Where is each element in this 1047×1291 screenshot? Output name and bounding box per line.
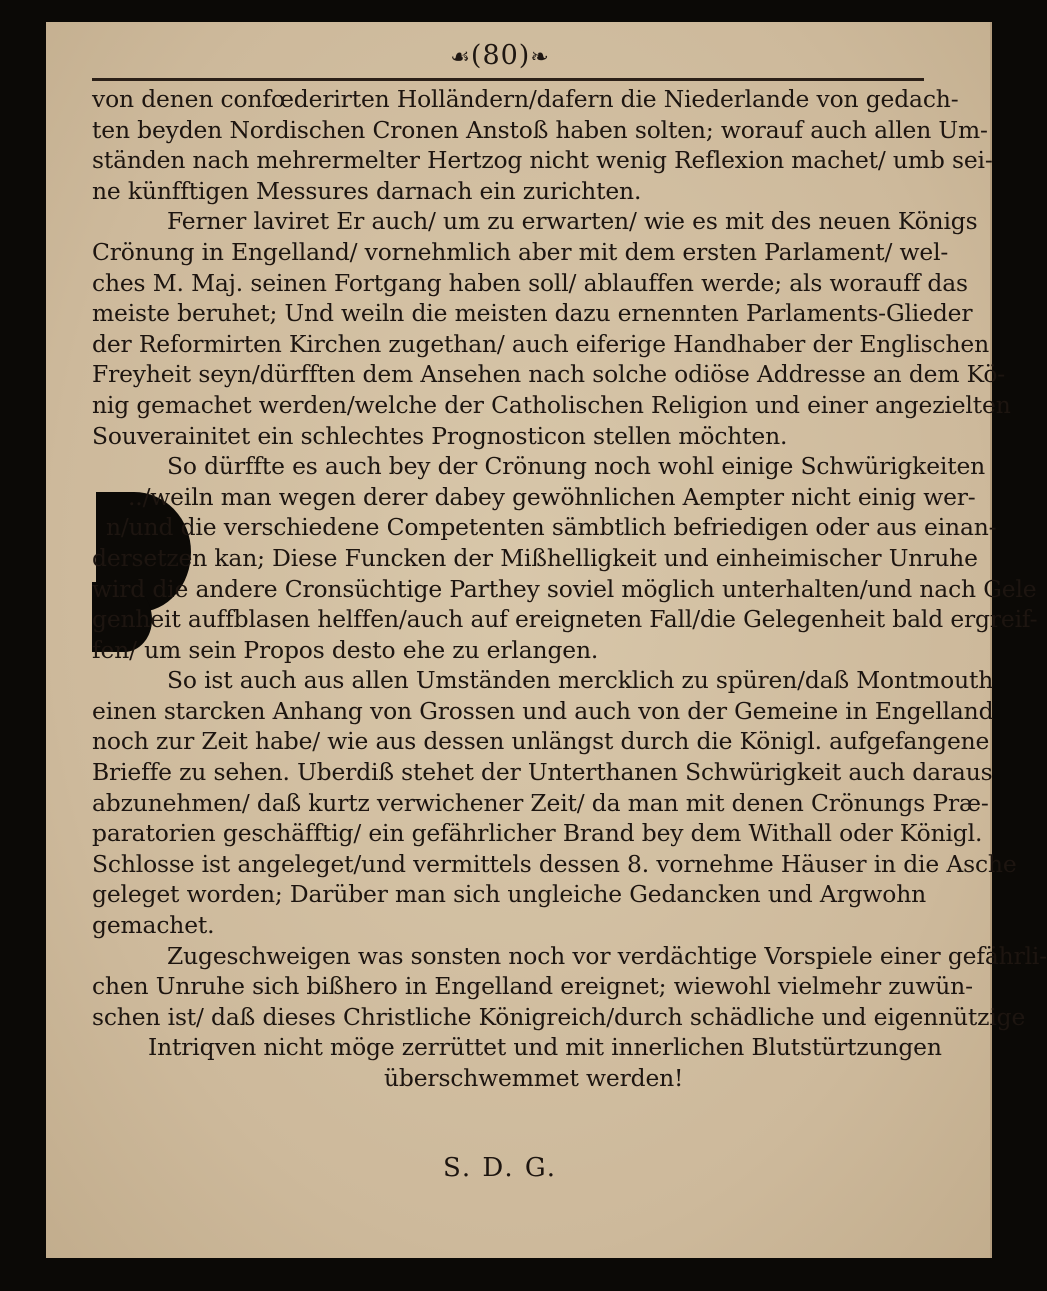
text-line: Brieffe zu sehen. Uberdiß stehet der Unterthanen Schwürigkeit auch daraus (92, 758, 993, 787)
text-line: Zugeschweigen was sonsten noch vor verdächtige Vorspiele einer gefährli- (167, 941, 1047, 970)
text-line: Freyheit seyn/dürfften dem Ansehen nach solche odiöse Addresse an dem Kö- (92, 360, 1006, 389)
text-line: Souverainitet ein schlechtes Prognosticon stellen möchten. (92, 421, 788, 450)
text-line: schen ist/ daß dieses Christliche Königreich/durch schädliche und eigennützige (92, 1002, 1026, 1031)
text-line: ../weiln man wegen derer dabey gewöhnlichen Aempter nicht einig wer- (128, 482, 976, 511)
text-line: nig gemachet werden/welche der Catholischen Religion und einer angezielten (92, 390, 1011, 419)
text-line: einen starcken Anhang von Grossen und auch von der Gemeine in Engelland (92, 696, 994, 725)
text-line: Ferner laviret Er auch/ um zu erwarten/ wie es mit des neuen Königs (167, 207, 978, 236)
text-line: chen Unruhe sich bißhero in Engelland ereignet; wiewohl vielmehr zuwün- (92, 972, 973, 1001)
text-line: wird die andere Cronsüchtige Parthey soviel möglich unterhalten/und nach Gele (92, 574, 1037, 603)
text-line: Crönung in Engelland/ vornehmlich aber mit dem ersten Parlament/ wel- (92, 237, 949, 266)
text-line: ne künfftigen Messures darnach ein zurichten. (92, 176, 642, 205)
text-line: genheit auffblasen helffen/auch auf ereigneten Fall/die Gelegenheit bald ergreif- (92, 605, 1038, 634)
text-line: n/und die verschiedene Competenten sämbtlich befriedigen oder aus einan- (106, 513, 997, 542)
text-line: So dürffte es auch bey der Crönung noch wohl einige Schwürigkeiten (167, 452, 986, 481)
text-line: noch zur Zeit habe/ wie aus dessen unlängst durch die Königl. aufgefangene (92, 727, 990, 756)
text-line: geleget worden; Darüber man sich ungleiche Gedancken und Argwohn (92, 880, 927, 909)
text-line: meiste beruhet; Und weiln die meisten dazu ernennten Parlaments-Glieder (92, 299, 973, 328)
text-line: dersetzen kan; Diese Funcken der Mißhelligkeit und einheimischer Unruhe (92, 543, 978, 572)
text-line: ten beyden Nordischen Cronen Anstoß haben solten; worauf auch allen Um- (92, 115, 988, 144)
page-number: (80) (470, 40, 531, 71)
text-line: So ist auch aus allen Umständen mercklich zu spüren/daß Montmouth (167, 666, 994, 695)
page-number-header (0, 40, 1000, 71)
text-line: überschwemmet werden! (384, 1064, 684, 1092)
text-line: Schlosse ist angeleget/und vermittels dessen 8. vornehme Häuser in die Asche (92, 849, 1017, 878)
text-line: gemachet. (92, 911, 215, 940)
text-line: abzunehmen/ daß kurtz verwichener Zeit/ da man mit denen Crönungs Præ- (92, 788, 989, 817)
text-line: ches M. Maj. seinen Fortgang haben soll/ ablauffen werde; als worauff das (92, 268, 968, 297)
closing-signature: S. D. G. (443, 1153, 557, 1183)
text-line: fen/ um sein Propos desto ehe zu erlangen. (92, 635, 599, 664)
text-line: paratorien geschäfftig/ ein gefährlicher Brand bey dem Withall oder Königl. (92, 819, 983, 848)
text-line: der Reformirten Kirchen zugethan/ auch eiferige Handhaber der Englischen (92, 329, 989, 358)
ornament-right-icon: ❧ (530, 45, 550, 70)
ornament-left-icon: ☙ (450, 45, 471, 70)
body-text (92, 84, 1047, 1094)
text-line: von denen confœderirten Holländern/dafern die Niederlande von gedach- (92, 85, 959, 113)
text-line: ständen nach mehrermelter Hertzog nicht wenig Reflexion machet/ umb sei- (92, 146, 993, 175)
text-line: Intriqven nicht möge zerrüttet und mit innerlichen Blutstürtzungen (148, 1033, 942, 1062)
header-rule (92, 78, 924, 81)
